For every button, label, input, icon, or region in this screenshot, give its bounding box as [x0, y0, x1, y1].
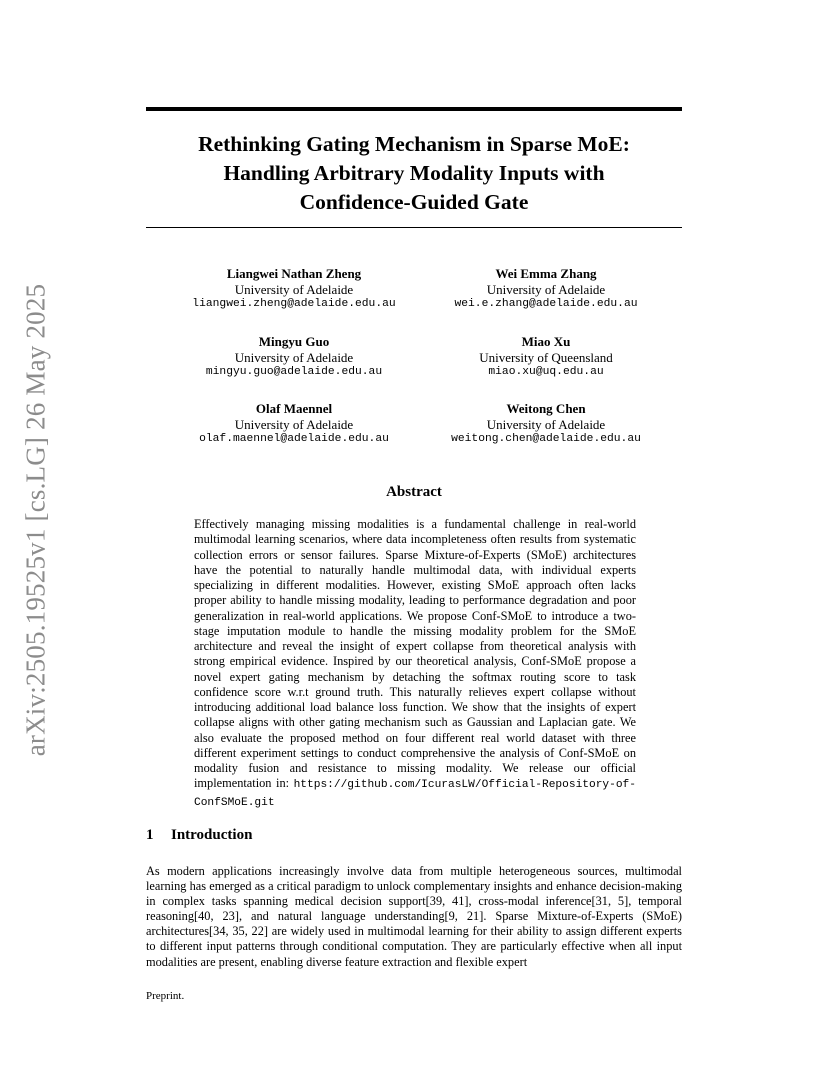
- title-bottom-rule: [146, 227, 682, 228]
- author-affiliation: University of Adelaide: [486, 416, 606, 432]
- author-name: Mingyu Guo: [258, 334, 330, 349]
- author-block: [396, 401, 696, 448]
- author-email[interactable]: olaf.maennel@adelaide.edu.au: [199, 433, 389, 445]
- author-affiliation: University of Adelaide: [486, 281, 606, 297]
- author-email[interactable]: miao.xu@uq.edu.au: [488, 366, 604, 378]
- title-line: Rethinking Gating Mechanism in Sparse MoE:: [198, 132, 630, 156]
- title-top-rule: [146, 107, 682, 111]
- author-name: Wei Emma Zhang: [495, 266, 597, 281]
- code-repository-link[interactable]: https://github.com/IcurasLW/Official-Repository-of-ConfSMoE.git: [194, 779, 636, 809]
- title-line: Confidence-Guided Gate: [299, 190, 529, 214]
- arxiv-stamp: arXiv:2505.19525v1 [cs.LG] 26 May 2025: [20, 283, 51, 757]
- section-heading: [146, 827, 252, 844]
- author-name: Liangwei Nathan Zheng: [226, 266, 362, 281]
- title-line: Handling Arbitrary Modality Inputs with: [223, 161, 605, 185]
- author-block: [396, 266, 696, 313]
- abstract-heading: Abstract: [386, 484, 442, 500]
- author-affiliation: University of Queensland: [479, 349, 613, 365]
- preprint-footer: Preprint.: [146, 990, 185, 1002]
- author-email[interactable]: wei.e.zhang@adelaide.edu.au: [454, 298, 638, 310]
- paper-title: [146, 130, 682, 217]
- author-email[interactable]: mingyu.guo@adelaide.edu.au: [205, 366, 383, 378]
- author-affiliation: University of Adelaide: [234, 281, 354, 297]
- author-name: Miao Xu: [521, 334, 571, 349]
- author-block: [396, 334, 696, 381]
- author-affiliation: University of Adelaide: [234, 416, 354, 432]
- introduction-text: As modern applications increasingly involve data from multiple heterogeneous sources, multimodal learning has emerged as a critical paradigm to unlock complementary insights and enhance decision-making in complex tasks spanning medical decision support[39, 41], cross-modal inference[31, 5], temporal reasoning[40, 23], and natural language understanding[9, 21]. Sparse Mixture-of-Experts (SMoE) architectures[34, 35, 22] are widely used in multimodal learning for their ability to assign different experts to different input patterns through conditional computation. They are particularly effective when all input modalities are present, enabling diverse feature extraction and flexible expert: [146, 864, 682, 969]
- author-name: Weitong Chen: [506, 401, 586, 416]
- author-email[interactable]: weitong.chen@adelaide.edu.au: [451, 433, 641, 445]
- section-title: Introduction: [171, 827, 253, 843]
- section-number: 1: [146, 827, 154, 843]
- author-email[interactable]: liangwei.zheng@adelaide.edu.au: [192, 298, 396, 310]
- author-name: Olaf Maennel: [255, 401, 333, 416]
- author-affiliation: University of Adelaide: [234, 349, 354, 365]
- abstract-text: [194, 517, 636, 811]
- abstract-paragraph: Effectively managing missing modalities is a fundamental challenge in real-world multimodal learning scenarios, where data incompleteness often results from systematic collection errors or sensor failures. Sparse Mixture-of-Experts (SMoE) architectures have the potential to naturally handle multimodal data, with individual experts specializing in different modalities. However, existing SMoE approach often lacks proper ability to handle missing modality, leading to performance degradation and poor generalization in real-world applications. We propose Conf-SMoE to introduce a two-stage imputation module to handle the missing modality problem for the SMoE architecture and reveal the insight of expert collapse from theoretical analysis with strong empirical evidence. Inspired by our theoretical analysis, Conf-SMoE propose a novel expert gating mechanism by detaching the softmax routing score to task confidence score w.r.t ground truth. This naturally relieves expert collapse without introducing additional load balance loss function. We show that the insights of expert collapse aligns with other gating mechanism such as Gaussian and Laplacian gate. We also evaluate the proposed method on four different real world dataset with three different experiment settings to conduct comprehensive the analysis of Conf-SMoE on modality fusion and resistance to missing modality. We release our official implementation in:: [194, 517, 636, 791]
